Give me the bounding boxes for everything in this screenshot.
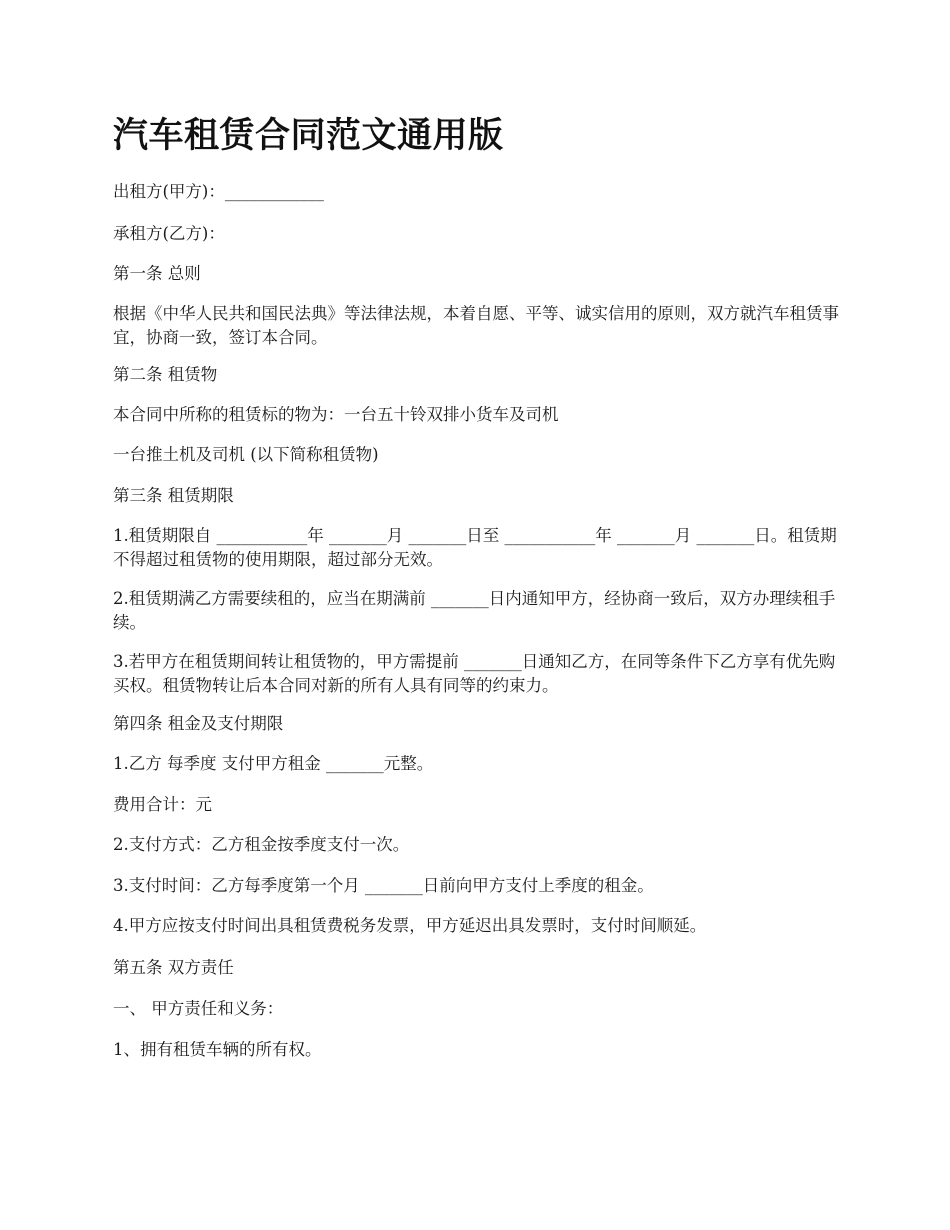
article-1-text: 根据《中华人民共和国民法典》等法律法规，本着自愿、平等、诚实信用的原则，双方就汽车租赁事宜，协商一致，签订本合同。 [113, 304, 839, 347]
article-4-clause-3: 3.支付时间：乙方每季度第一个月 _______日前向甲方支付上季度的租金。 [113, 876, 654, 895]
article-3-clause-1: 1.租赁期限自 ___________年 _______月 _______日至 ___________年 _______月 _______日。租赁期不得超过租赁物的使用期限，超过部分无效。 [113, 526, 837, 569]
lessee-line: 承租方(乙方)： [113, 224, 225, 243]
party-a-duties-heading: 一、 甲方责任和义务： [113, 999, 284, 1018]
article-4-clause-2: 2.支付方式：乙方租金按季度支付一次。 [113, 835, 410, 854]
article-3-clause-2: 2.租赁期满乙方需要续租的，应当在期满前 _______日内通知甲方，经协商一致后，双方办理续租手续。 [113, 589, 836, 632]
party-a-duty-1: 1、拥有租赁车辆的所有权。 [113, 1040, 322, 1059]
article-4-total: 费用合计：元 [113, 795, 212, 814]
article-5-heading: 第五条 双方责任 [113, 958, 234, 977]
article-4-clause-1: 1.乙方 每季度 支付甲方租金 _______元整。 [113, 754, 434, 773]
article-2-text: 本合同中所称的租赁标的物为：一台五十铃双排小货车及司机 [113, 405, 559, 424]
article-4-heading: 第四条 租金及支付期限 [113, 714, 284, 733]
article-2-heading: 第二条 租赁物 [113, 365, 218, 384]
article-1-heading: 第一条 总则 [113, 264, 201, 283]
article-3-clause-3: 3.若甲方在租赁期间转让租赁物的，甲方需提前 _______日通知乙方，在同等条件下乙方享有优先购买权。租赁物转让后本合同对新的所有人具有同等的约束力。 [113, 652, 836, 695]
article-2-text-2: 一台推土机及司机 (以下简称租赁物) [113, 445, 379, 464]
article-3-heading: 第三条 租赁期限 [113, 486, 234, 505]
document-title: 汽车租赁合同范文通用版 [113, 116, 504, 156]
article-4-clause-4: 4.甲方应按支付时间出具租赁费税务发票，甲方延迟出具发票时，支付时间顺延。 [113, 916, 707, 935]
lessor-line: 出租方(甲方)：____________ [113, 182, 324, 201]
